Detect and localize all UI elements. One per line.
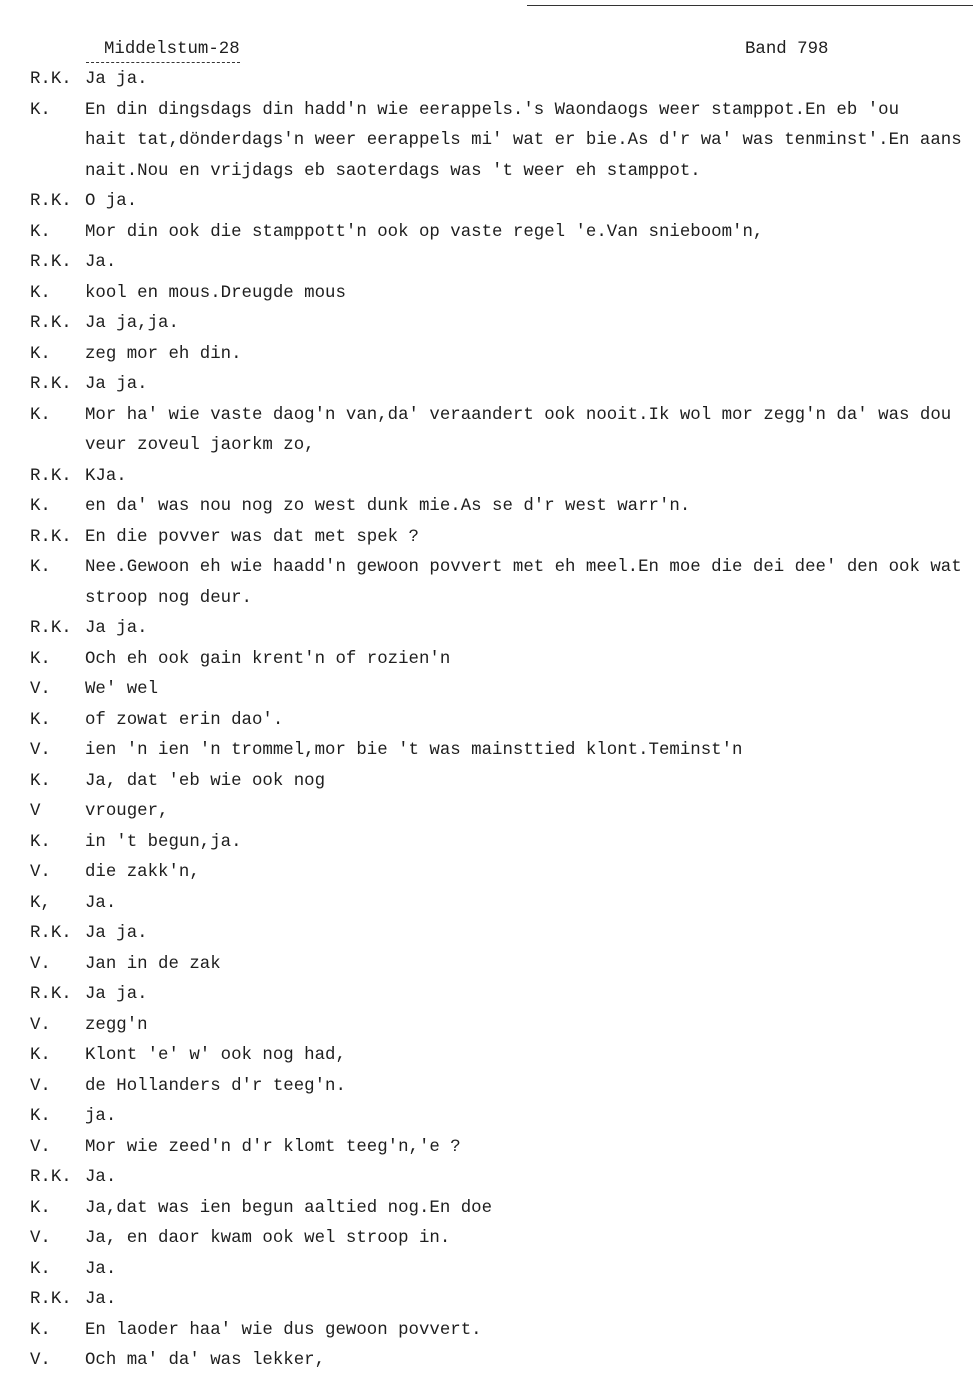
utterance-text: Och eh ook gain krent'n of rozien'n [85, 649, 451, 669]
utterance-text: Ja. [85, 1168, 117, 1187]
document-title: Middelstum-28 [86, 38, 240, 63]
transcript-line [0, 1346, 973, 1377]
utterance-text: We' wel [85, 680, 159, 699]
utterance-text: kool en mous.Dreugde mous [85, 283, 346, 303]
utterance-text: ien 'n ien 'n trommel,mor bie 't was mainsttied klont.Teminst'n [85, 741, 743, 760]
speaker-label: V. [30, 863, 51, 882]
transcript-line [0, 1041, 973, 1072]
speaker-label: K. [30, 771, 51, 791]
speaker-label: K, [30, 893, 51, 913]
utterance-text: O ja. [85, 192, 138, 211]
utterance-text: nait.Nou en vrijdags eb saoterdags was 't weer eh stamppot. [85, 161, 701, 181]
speaker-label: K. [30, 710, 51, 730]
transcript-line [0, 523, 973, 554]
speaker-label: K. [30, 1320, 51, 1340]
utterance-text: Ja ja. [85, 924, 148, 943]
speaker-label: K. [30, 405, 51, 425]
speaker-label: R.K. [30, 1290, 72, 1309]
transcript-line [0, 492, 973, 523]
speaker-label: K. [30, 649, 51, 669]
utterance-text: Ja. [85, 1290, 117, 1309]
utterance-text: Ja. [85, 1259, 117, 1279]
utterance-text: Mor ha' wie vaste daog'n van,da' veraandert ook nooit.Ik wol mor zegg'n da' was dou [85, 405, 952, 425]
speaker-label: R.K. [30, 253, 72, 272]
transcript-line [0, 1255, 973, 1286]
speaker-label: K. [30, 832, 51, 852]
transcript-line [0, 706, 973, 737]
utterance-text: KJa. [85, 466, 127, 486]
transcript-line [0, 1285, 973, 1316]
speaker-label: R.K. [30, 375, 72, 394]
transcript-line [0, 401, 973, 432]
speaker-label: K. [30, 1198, 51, 1218]
utterance-text: Ja, dat 'eb wie ook nog [85, 771, 326, 791]
speaker-label: K. [30, 344, 51, 364]
transcript-line [0, 1133, 973, 1164]
utterance-text: Nee.Gewoon eh wie haadd'n gewoon povvert met eh meel.En moe die dei dee' den ook wat [85, 558, 962, 577]
speaker-label: V. [30, 1229, 51, 1248]
transcript-line [0, 279, 973, 310]
utterance-text: of zowat erin dao'. [85, 710, 284, 730]
transcript-line [0, 340, 973, 371]
band-number: Band 798 [745, 40, 829, 59]
speaker-label: R.K. [30, 466, 72, 486]
transcript-line [0, 187, 973, 218]
transcript-line-continuation [0, 431, 973, 462]
speaker-label: V. [30, 680, 51, 699]
transcript-line [0, 553, 973, 584]
utterance-text: Ja,dat was ien begun aaltied nog.En doe [85, 1198, 493, 1218]
transcript-line [0, 309, 973, 340]
utterance-text: hait tat,dönderdags'n weer eerappels mi' wat er bie.As d'r wa' was tenminst'.En aans [85, 131, 962, 150]
speaker-label: R.K. [30, 70, 72, 89]
utterance-text: En din dingsdags din hadd'n wie eerappels.'s Waondaogs weer stamppot.En eb 'ou [85, 100, 900, 120]
utterance-text: En die povver was dat met spek ? [85, 527, 419, 547]
transcript [0, 65, 973, 1377]
utterance-text: ja. [85, 1107, 117, 1126]
speaker-label: V [30, 802, 41, 821]
speaker-label: V. [30, 741, 51, 760]
transcript-line [0, 950, 973, 981]
transcript-line [0, 1011, 973, 1042]
transcript-line [0, 1163, 973, 1194]
utterance-text: Ja ja. [85, 985, 148, 1004]
utterance-text: in 't begun,ja. [85, 832, 242, 852]
transcript-line [0, 1102, 973, 1133]
transcript-line [0, 1194, 973, 1225]
utterance-text: Ja ja,ja. [85, 314, 179, 333]
speaker-label: R.K. [30, 527, 72, 547]
speaker-label: R.K. [30, 924, 72, 943]
utterance-text: zegg'n [85, 1015, 148, 1035]
utterance-text: veur zoveul jaorkm zo, [85, 436, 315, 455]
utterance-text: die zakk'n, [85, 863, 200, 882]
transcript-line [0, 828, 973, 859]
utterance-text: En laoder haa' wie dus gewoon povvert. [85, 1320, 482, 1340]
utterance-text: Och ma' da' was lekker, [85, 1351, 326, 1370]
speaker-label: V. [30, 954, 51, 974]
utterance-text: Jan in de zak [85, 954, 221, 974]
utterance-text: Ja ja. [85, 375, 148, 394]
utterance-text: Ja. [85, 253, 117, 272]
transcript-line [0, 614, 973, 645]
speaker-label: R.K. [30, 1168, 72, 1187]
transcript-line [0, 889, 973, 920]
speaker-label: K. [30, 1046, 51, 1065]
speaker-label: V. [30, 1351, 51, 1370]
top-rule-line [527, 5, 973, 6]
speaker-label: K. [30, 100, 51, 120]
speaker-label: V. [30, 1015, 51, 1035]
transcript-line [0, 1224, 973, 1255]
transcript-line [0, 858, 973, 889]
utterance-text: Mor wie zeed'n d'r klomt teeg'n,'e ? [85, 1137, 461, 1157]
utterance-text: zeg mor eh din. [85, 344, 242, 364]
speaker-label: V. [30, 1137, 51, 1157]
speaker-label: K. [30, 222, 51, 242]
transcript-line [0, 980, 973, 1011]
utterance-text: Ja ja. [85, 619, 148, 638]
speaker-label: R.K. [30, 619, 72, 638]
speaker-label: K. [30, 497, 51, 516]
transcript-line [0, 919, 973, 950]
utterance-text: vrouger, [85, 802, 169, 821]
transcript-line [0, 797, 973, 828]
transcript-line [0, 65, 973, 96]
speaker-label: K. [30, 283, 51, 303]
utterance-text: stroop nog deur. [85, 588, 252, 608]
transcript-line-continuation [0, 157, 973, 188]
speaker-label: R.K. [30, 314, 72, 333]
utterance-text: Ja, en daor kwam ook wel stroop in. [85, 1229, 451, 1248]
transcript-line [0, 675, 973, 706]
utterance-text: de Hollanders d'r teeg'n. [85, 1076, 346, 1096]
speaker-label: R.K. [30, 985, 72, 1004]
transcript-line-continuation [0, 584, 973, 615]
speaker-label: K. [30, 1107, 51, 1126]
speaker-label: R.K. [30, 192, 72, 211]
utterance-text: Ja. [85, 893, 117, 913]
transcript-line [0, 736, 973, 767]
utterance-text: en da' was nou nog zo west dunk mie.As se d'r west warr'n. [85, 497, 691, 516]
speaker-label: K. [30, 1259, 51, 1279]
speaker-label: V. [30, 1076, 51, 1096]
speaker-label: K. [30, 558, 51, 577]
utterance-text: Ja ja. [85, 70, 148, 89]
transcript-line [0, 462, 973, 493]
utterance-text: Klont 'e' w' ook nog had, [85, 1046, 346, 1065]
utterance-text: Mor din ook die stamppott'n ook op vaste regel 'e.Van snieboom'n, [85, 222, 764, 242]
transcript-line [0, 96, 973, 127]
transcript-line-continuation [0, 126, 973, 157]
transcript-line [0, 218, 973, 249]
transcript-line [0, 767, 973, 798]
transcript-line [0, 1316, 973, 1347]
transcript-line [0, 370, 973, 401]
transcript-line [0, 645, 973, 676]
transcript-line [0, 1072, 973, 1103]
transcript-line [0, 248, 973, 279]
